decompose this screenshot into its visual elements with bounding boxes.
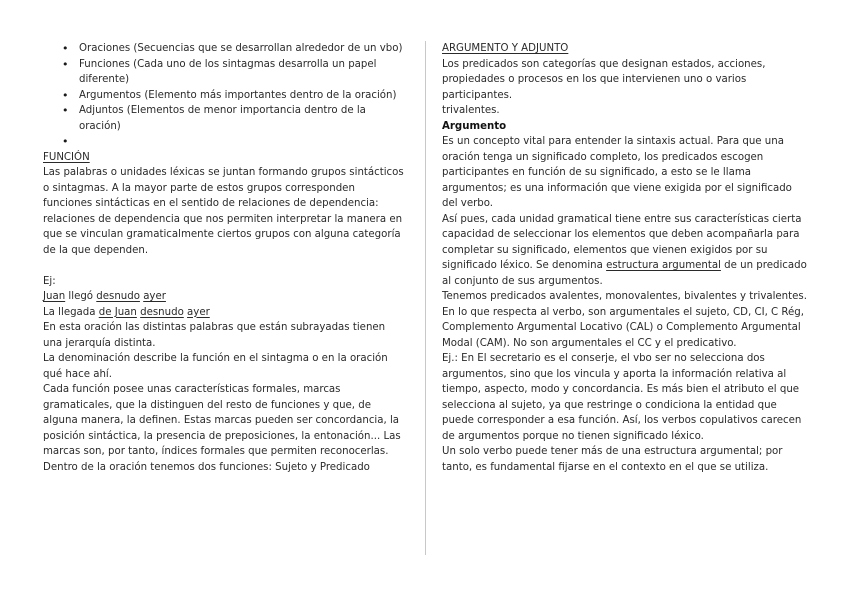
spacer xyxy=(43,258,405,274)
example-sentence-1 xyxy=(43,289,405,305)
paragraph: La denominación describe la función en el sintagma o en la oración qué hace ahí. xyxy=(43,353,388,380)
paragraph: Los predicados son categorías que designan estados, acciones, propiedades o procesos en los que intervienen uno o varios participantes. xyxy=(442,58,766,101)
paragraph: En esta oración las distintas palabras que están subrayadas tienen una jerarquía distinta. xyxy=(43,322,386,349)
underlined-word: de Juan xyxy=(98,306,137,318)
underlined-word: Juan xyxy=(43,291,66,302)
funcion-text: Las palabras o unidades léxicas se juntan formando grupos sintácticos o sintagmas. A la mayor parte de estos grupos corresponden funciones sintácticas en el sentido de relaciones de dependencia: relaciones de dependencia que nos permiten interpretar la manera en que se vinculan gramaticalmente ciertos grupos con alguna categoría de la que dependen. xyxy=(43,167,404,256)
paragraph: Dentro de la oración tenemos dos funciones: Sujeto y Predicado xyxy=(43,461,370,473)
bullet-list xyxy=(43,41,405,150)
paragraph: Un solo verbo puede tener más de una estructura argumental; por tanto, es fundamental fijarse en el contexto en el que se utiliza. xyxy=(442,446,783,473)
plain-word: llegó xyxy=(65,291,97,302)
column-divider xyxy=(425,41,426,555)
paragraph: Es un concepto vital para entender la sintaxis actual. Para que una oración tenga un significado completo, los predicados escogen participantes en función de su significado, a esto se le llama argumentos; es una información que viene exigida por el significado del verbo. xyxy=(442,136,792,209)
example-sentence-2 xyxy=(43,305,405,321)
list-item: • Funciones (Cada uno de los sintagmas desarrolla un papel diferente) xyxy=(79,57,405,88)
list-item: • Argumentos (Elemento más importantes dentro de la oración) xyxy=(79,88,405,104)
plain-word: La llegada xyxy=(43,306,99,318)
left-column xyxy=(43,41,405,475)
underlined-word: ayer xyxy=(187,306,210,318)
underlined-word: ayer xyxy=(143,291,166,302)
funcion-heading: FUNCIÓN xyxy=(43,151,90,163)
paragraph: trivalentes. xyxy=(442,105,500,116)
example-label: Ej: xyxy=(43,275,56,287)
right-column xyxy=(442,41,808,475)
underlined-word: desnudo xyxy=(96,291,140,302)
paragraph: Cada función posee unas características formales, marcas gramaticales, que la distinguen del resto de funciones y que, de alguna manera, la definen. Estas marcas pueden ser concordancia, la posición sintáctica, la presencia de preposiciones, la entonación... Las marcas son, por tanto, índices formales que permiten reconocerlas. xyxy=(43,384,401,457)
text-run: de un predicado al conjunto de sus argumentos. xyxy=(442,260,807,287)
list-item: • Oraciones (Secuencias que se desarrollan alrededor de un vbo) xyxy=(79,41,405,57)
paragraph: Ej.: En El secretario es el conserje, el vbo ser no selecciona dos argumentos, sino que los vincula y aporta la información relativa al tiempo, aspecto, modo y concordancia. Es más bien el atributo el que selecciona al sujeto, ya que restringe o condiciona la entidad que puede corresponder a esa función. Así, los verbos copulativos carecen de argumentos porque no tienen significado léxico. xyxy=(442,353,802,442)
section-heading: ARGUMENTO Y ADJUNTO xyxy=(442,43,569,54)
paragraph: En lo que respecta al verbo, son argumentales el sujeto, CD, CI, C Rég, Complemento Argumental Locativo (CAL) o Complemento Argumental Modal (CAM). No son argumentales el CC y el predicativo. xyxy=(442,306,805,349)
argumento-title: Argumento xyxy=(442,120,507,132)
list-item-empty xyxy=(79,134,405,150)
text-run: Así pues, cada unidad gramatical tiene entre sus características cierta capacidad de seleccionar los elementos que deben acompañarla para completar su significado, elementos que vienen exigidos por su significado léxico. Se denomina xyxy=(442,213,802,271)
paragraph: Tenemos predicados avalentes, monovalentes, bivalentes y trivalentes. xyxy=(442,291,807,302)
list-item: • Adjuntos (Elementos de menor importancia dentro de la oración) xyxy=(79,103,405,134)
underlined-term: estructura argumental xyxy=(606,260,721,271)
underlined-word: desnudo xyxy=(140,306,184,318)
paragraph xyxy=(442,212,808,290)
